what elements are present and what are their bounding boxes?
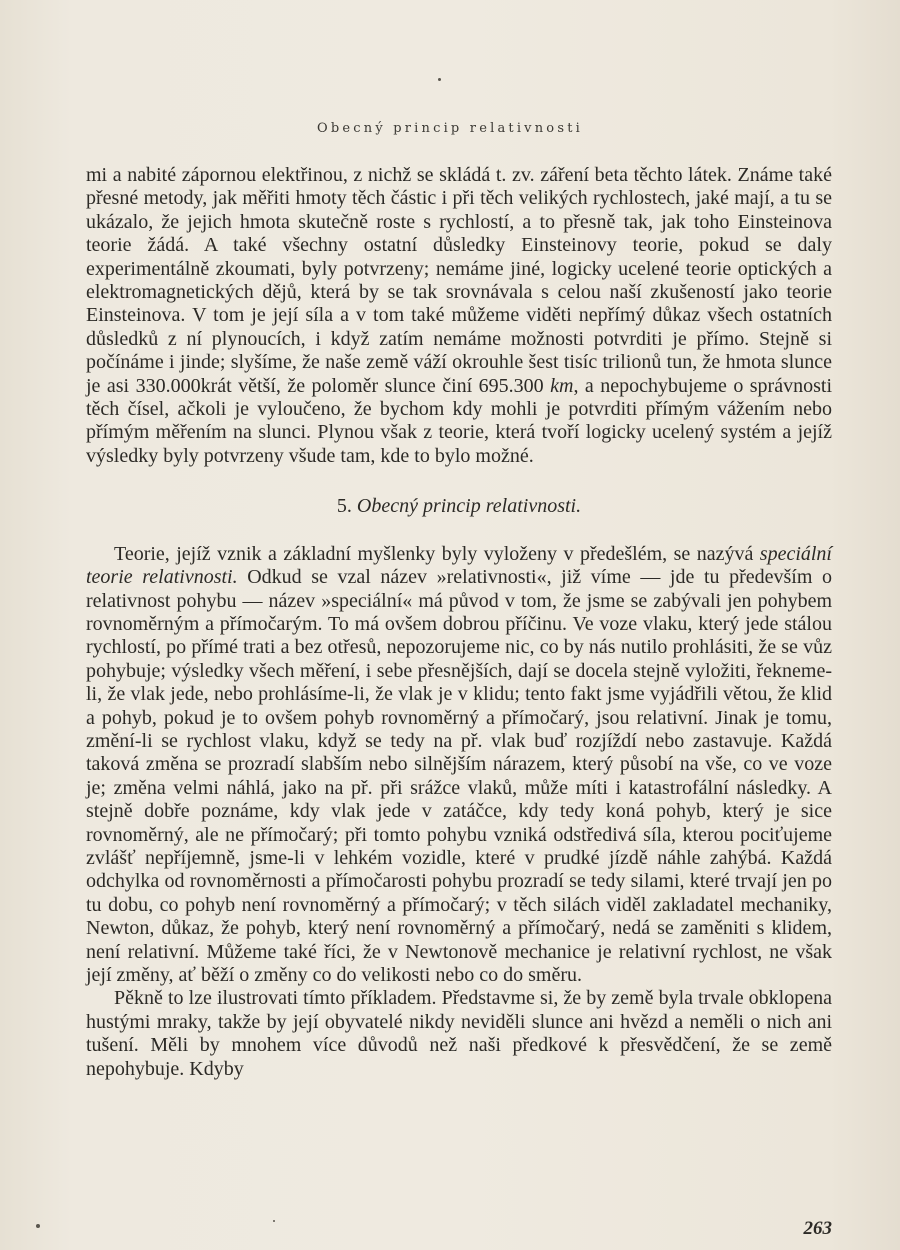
section-number: 5. bbox=[336, 495, 352, 518]
running-head: Obecný princip relativnosti bbox=[317, 121, 583, 136]
section-heading bbox=[86, 495, 832, 518]
paragraph-1-end: , a nepochybujeme o správnosti těch čísel, ačkoli je vyloučeno, že bychom kdy mohli je potvrditi přímým vážením nebo přímým měřením na slunci. Plynou však z teorie, která tvoří logicky ucelený systém a jejíž výsledky byly potvrzeny všude tam, kde to bylo možné. bbox=[86, 374, 832, 467]
paragraph-1-text: mi a nabité zápornou elektřinou, z nichž se skládá t. zv. záření beta těchto látek. Známe také přesné metody, jak měřiti hmoty těch částic i při těch velikých rychlostech, jaké mají, a tu se ukázalo, že jejich hmota skutečně roste s rychlostí, a to přesně tak, jak toho Einsteinova teorie žádá. A také všechny ostatní důsledky Einsteinovy teorie, pokud se daly experimentálně zkoumati, byly potvrzeny; nemáme jiné, logicky ucelené teorie optických a elektromagnetických dějů, která by se tak srovnávala s celou naší zkušeností jako teorie Einsteinova. V tom je její síla a v tom také můžeme viděti nepřímý důkaz všech ostatních důsledků z ní plynoucích, i když zatím nemáme možnosti potvrditi je přímo. Stejně si počínáme i jinde; slyšíme, že naše země váží okrouhle šest tisíc trilionů tun, že hmota slunce je asi 330.000krát větší, že poloměr slunce činí 695.300 bbox=[86, 164, 832, 397]
margin-speck bbox=[36, 1224, 40, 1228]
paragraph-2 bbox=[86, 543, 832, 988]
page-number: 263 bbox=[803, 1218, 832, 1239]
paragraph-3: Pěkně to lze ilustrovati tímto příkladem. Představme si, že by země byla trvale obklopena hustými mraky, takže by její obyvatelé nikdy neviděli slunce ani hvězd a neměli o nich ani tušení. Měli by mnohem více důvodů než naši předkové k přesvědčení, že se země nepohybuje. Kdyby bbox=[86, 987, 832, 1080]
paragraph-continued bbox=[86, 164, 832, 468]
unit-km: km bbox=[550, 374, 574, 397]
paragraph-2-term: speciální teorie relativnosti. bbox=[86, 542, 832, 589]
section-title: Obecný princip relativnosti. bbox=[356, 495, 582, 518]
margin-speck bbox=[438, 78, 441, 81]
margin-speck bbox=[273, 1220, 275, 1222]
paragraph-2-rest: Odkud se vzal název »relativnosti«, již víme — jde tu především o relativnost pohybu — název »speciální« má původ v tom, že jsme se zabývali jen pohybem rovnoměrným a přímočarým. To má ovšem dobrou příčinu. Ve voze vlaku, který jede stálou rychlostí, po přímé trati a bez otřesů, nepozorujeme nic, co by nás nutilo prohlásiti, že se vůz pohybuje; výsledky všech měření, i sebe přesnějších, dají se docela stejně vyložiti, řekneme-li, že vlak jede, nebo prohlásíme-li, že vlak je v klidu; tento fakt jsme vyjádřili větou, že klid a pohyb, pokud je to ovšem pohyb rovnoměrný a přímočarý, jsou relativní. Jinak je tomu, změní-li se rychlost vlaku, když se tedy na př. vlak buď rozjíždí nebo zastavuje. Každá taková změna se prozradí slabším nebo silnějším nárazem, který působí na vše, co ve voze je; změna velmi náhlá, jako na př. při srážce vlaků, může míti i katastrofální následky. A stejně dobře poznáme, kdy vlak jede v zatáčce, kdy tedy koná pohyb, který je sice rovnoměrný, ale ne přímočarý; při tomto pohybu vzniká odstředivá síla, kterou pociťujeme zvlášť nepříjemně, jsme-li v lehkém vozidle, které v prudké jízdě náhle zahýbá. Každá odchylka od rovnoměrnosti a přímočarosti pohybu prozradí se tedy silami, které trvají jen po tu dobu, co pohyb není rovnoměrný a přímočarý; v těch silách viděl zakladatel mechaniky, Newton, důkaz, že pohyb, který není rovnoměrný a přímočarý, nedá se zaměniti s klidem, není relativní. Můžeme také říci, že v Newtonově mechanice je relativní rychlost, ne však její změny, ať běží o změny co do velikosti nebo co do směru. bbox=[86, 566, 832, 986]
paragraph-2-start: Teorie, jejíž vznik a základní myšlenky byly vyloženy v předešlém, se nazývá bbox=[114, 542, 760, 565]
body-text bbox=[86, 164, 832, 1081]
